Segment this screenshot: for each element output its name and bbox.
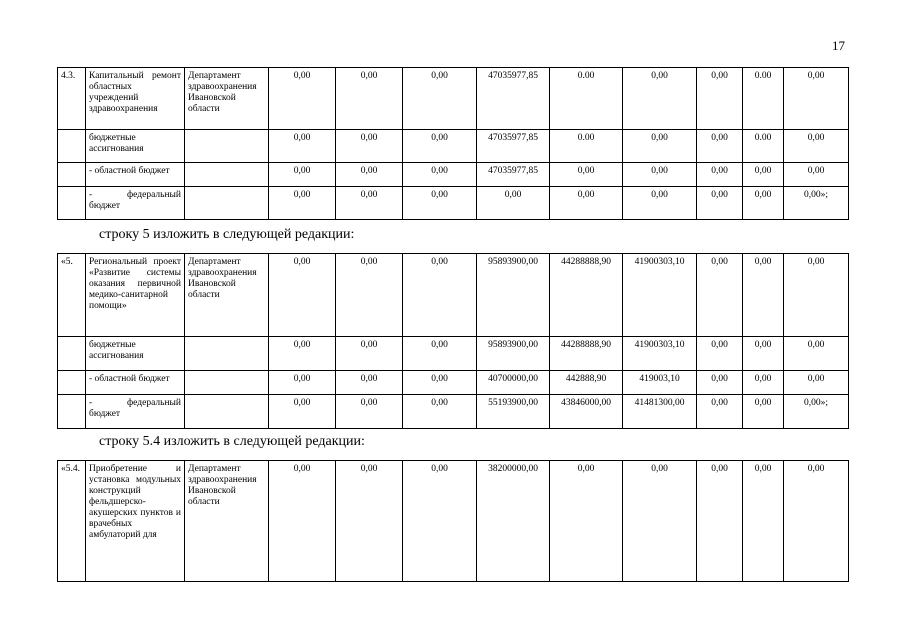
amount-cell: 419003,10 — [623, 371, 697, 395]
page-number: 17 — [832, 38, 845, 53]
row-number-cell — [58, 163, 86, 187]
amount-cell: 0,00 — [403, 254, 477, 337]
row-number-cell — [58, 187, 86, 220]
table-row — [58, 163, 849, 187]
amount-cell: 0,00 — [697, 130, 743, 163]
amount-cell: 0,00 — [550, 187, 623, 220]
amount-cell: 44288888,90 — [550, 254, 623, 337]
amount-cell: 0,00»; — [784, 187, 849, 220]
amount-cell: 0,00 — [550, 163, 623, 187]
table-row — [58, 461, 849, 582]
item-name-cell: - областной бюджет — [86, 163, 185, 187]
item-name-cell: Региональный проект «Развитие системы оказания первичной медико-санитарной помощи» — [86, 254, 185, 337]
amount-cell: 43846000,00 — [550, 395, 623, 429]
amount-cell: 0,00 — [269, 187, 336, 220]
amount-cell: 0,00 — [336, 163, 403, 187]
amount-cell: 0,00 — [336, 254, 403, 337]
executor-cell: Департамент здравоохранения Ивановской области — [185, 254, 269, 337]
amount-cell: 0,00 — [623, 68, 697, 130]
table-row-5 — [57, 253, 849, 429]
amount-cell: 0,00 — [403, 395, 477, 429]
amount-cell: 0,00 — [697, 187, 743, 220]
amount-cell: 0,00 — [784, 163, 849, 187]
amount-cell: 0,00 — [697, 461, 743, 582]
amount-cell: 0,00 — [403, 337, 477, 371]
amount-cell: 0,00 — [269, 337, 336, 371]
executor-cell — [185, 337, 269, 371]
amount-cell: 0,00 — [784, 68, 849, 130]
amount-cell: 0.00 — [743, 130, 784, 163]
executor-cell — [185, 371, 269, 395]
amount-cell: 0,00 — [623, 163, 697, 187]
table-row-5-4 — [57, 460, 849, 582]
amount-cell: 0,00 — [623, 187, 697, 220]
executor-cell — [185, 395, 269, 429]
amount-cell: 0,00 — [336, 461, 403, 582]
amount-cell: 38200000,00 — [477, 461, 550, 582]
amount-cell: 0,00 — [336, 337, 403, 371]
amount-cell: 0.00 — [550, 68, 623, 130]
amount-cell: 0.00 — [743, 68, 784, 130]
amount-cell: 40700000,00 — [477, 371, 550, 395]
amount-cell: 0,00 — [403, 68, 477, 130]
executor-cell — [185, 187, 269, 220]
row-number-cell — [58, 337, 86, 371]
instruction-heading-row-5-4: строку 5.4 изложить в следующей редакции: — [99, 434, 365, 449]
table-row — [58, 371, 849, 395]
amount-cell: 0,00 — [269, 395, 336, 429]
item-name-cell: Капитальный ремонт областных учреждений здравоохранения — [86, 68, 185, 130]
amount-cell: 442888,90 — [550, 371, 623, 395]
amount-cell: 0,00 — [743, 163, 784, 187]
table-row — [58, 337, 849, 371]
amount-cell: 0,00 — [477, 187, 550, 220]
item-name-cell: - федеральный бюджет — [86, 187, 185, 220]
amount-cell: 0,00 — [623, 461, 697, 582]
amount-cell: 0,00 — [269, 130, 336, 163]
table-row — [58, 187, 849, 220]
amount-cell: 0,00 — [550, 461, 623, 582]
amount-cell: 0,00 — [623, 130, 697, 163]
amount-cell: 0,00 — [743, 254, 784, 337]
amount-cell: 95893900,00 — [477, 254, 550, 337]
amount-cell: 0,00 — [743, 337, 784, 371]
amount-cell: 47035977,85 — [477, 130, 550, 163]
amount-cell: 44288888,90 — [550, 337, 623, 371]
instruction-heading-row-5: строку 5 изложить в следующей редакции: — [99, 227, 355, 242]
amount-cell: 0,00 — [269, 68, 336, 130]
table-row — [58, 254, 849, 337]
amount-cell: 0,00 — [784, 461, 849, 582]
executor-cell — [185, 163, 269, 187]
amount-cell: 47035977,85 — [477, 163, 550, 187]
executor-cell: Департамент здравоохранения Ивановской области — [185, 461, 269, 582]
table-row-4-3 — [57, 67, 849, 220]
item-name-cell: бюджетные ассигнования — [86, 130, 185, 163]
item-name-cell: - федеральный бюджет — [86, 395, 185, 429]
amount-cell: 0,00 — [697, 395, 743, 429]
amount-cell: 0,00»; — [784, 395, 849, 429]
amount-cell: 0,00 — [269, 163, 336, 187]
amount-cell: 0.00 — [550, 130, 623, 163]
executor-cell — [185, 130, 269, 163]
table-row — [58, 395, 849, 429]
item-name-cell: Приобретение и установка модульных конструкций фельдшерско-акушерских пунктов и врачебных амбулаторий для — [86, 461, 185, 582]
amount-cell: 0,00 — [697, 254, 743, 337]
item-name-cell: - областной бюджет — [86, 371, 185, 395]
executor-cell: Департамент здравоохранения Ивановской области — [185, 68, 269, 130]
row-number-cell: «5.4. — [58, 461, 86, 582]
amount-cell: 0,00 — [743, 461, 784, 582]
amount-cell: 0,00 — [403, 163, 477, 187]
row-number-cell: 4.3. — [58, 68, 86, 130]
amount-cell: 0,00 — [269, 461, 336, 582]
amount-cell: 55193900,00 — [477, 395, 550, 429]
amount-cell: 0,00 — [403, 130, 477, 163]
amount-cell: 0,00 — [697, 371, 743, 395]
amount-cell: 0,00 — [403, 187, 477, 220]
amount-cell: 0,00 — [403, 461, 477, 582]
amount-cell: 0,00 — [697, 163, 743, 187]
amount-cell: 41900303,10 — [623, 254, 697, 337]
amount-cell: 0,00 — [743, 371, 784, 395]
row-number-cell — [58, 130, 86, 163]
amount-cell: 47035977,85 — [477, 68, 550, 130]
amount-cell: 0,00 — [784, 254, 849, 337]
amount-cell: 0,00 — [269, 254, 336, 337]
row-number-cell — [58, 371, 86, 395]
amount-cell: 0,00 — [403, 371, 477, 395]
item-name-cell: бюджетные ассигнования — [86, 337, 185, 371]
amount-cell: 0,00 — [697, 68, 743, 130]
amount-cell: 41481300,00 — [623, 395, 697, 429]
amount-cell: 0,00 — [269, 371, 336, 395]
amount-cell: 0,00 — [336, 395, 403, 429]
table-row — [58, 68, 849, 130]
amount-cell: 0,00 — [336, 68, 403, 130]
amount-cell: 0,00 — [743, 187, 784, 220]
row-number-cell: «5. — [58, 254, 86, 337]
amount-cell: 0,00 — [336, 187, 403, 220]
row-number-cell — [58, 395, 86, 429]
amount-cell: 0,00 — [697, 337, 743, 371]
amount-cell: 0,00 — [743, 395, 784, 429]
amount-cell: 0,00 — [784, 130, 849, 163]
amount-cell: 41900303,10 — [623, 337, 697, 371]
amount-cell: 0,00 — [336, 130, 403, 163]
amount-cell: 95893900,00 — [477, 337, 550, 371]
amount-cell: 0,00 — [336, 371, 403, 395]
table-row — [58, 130, 849, 163]
amount-cell: 0,00 — [784, 371, 849, 395]
amount-cell: 0,00 — [784, 337, 849, 371]
